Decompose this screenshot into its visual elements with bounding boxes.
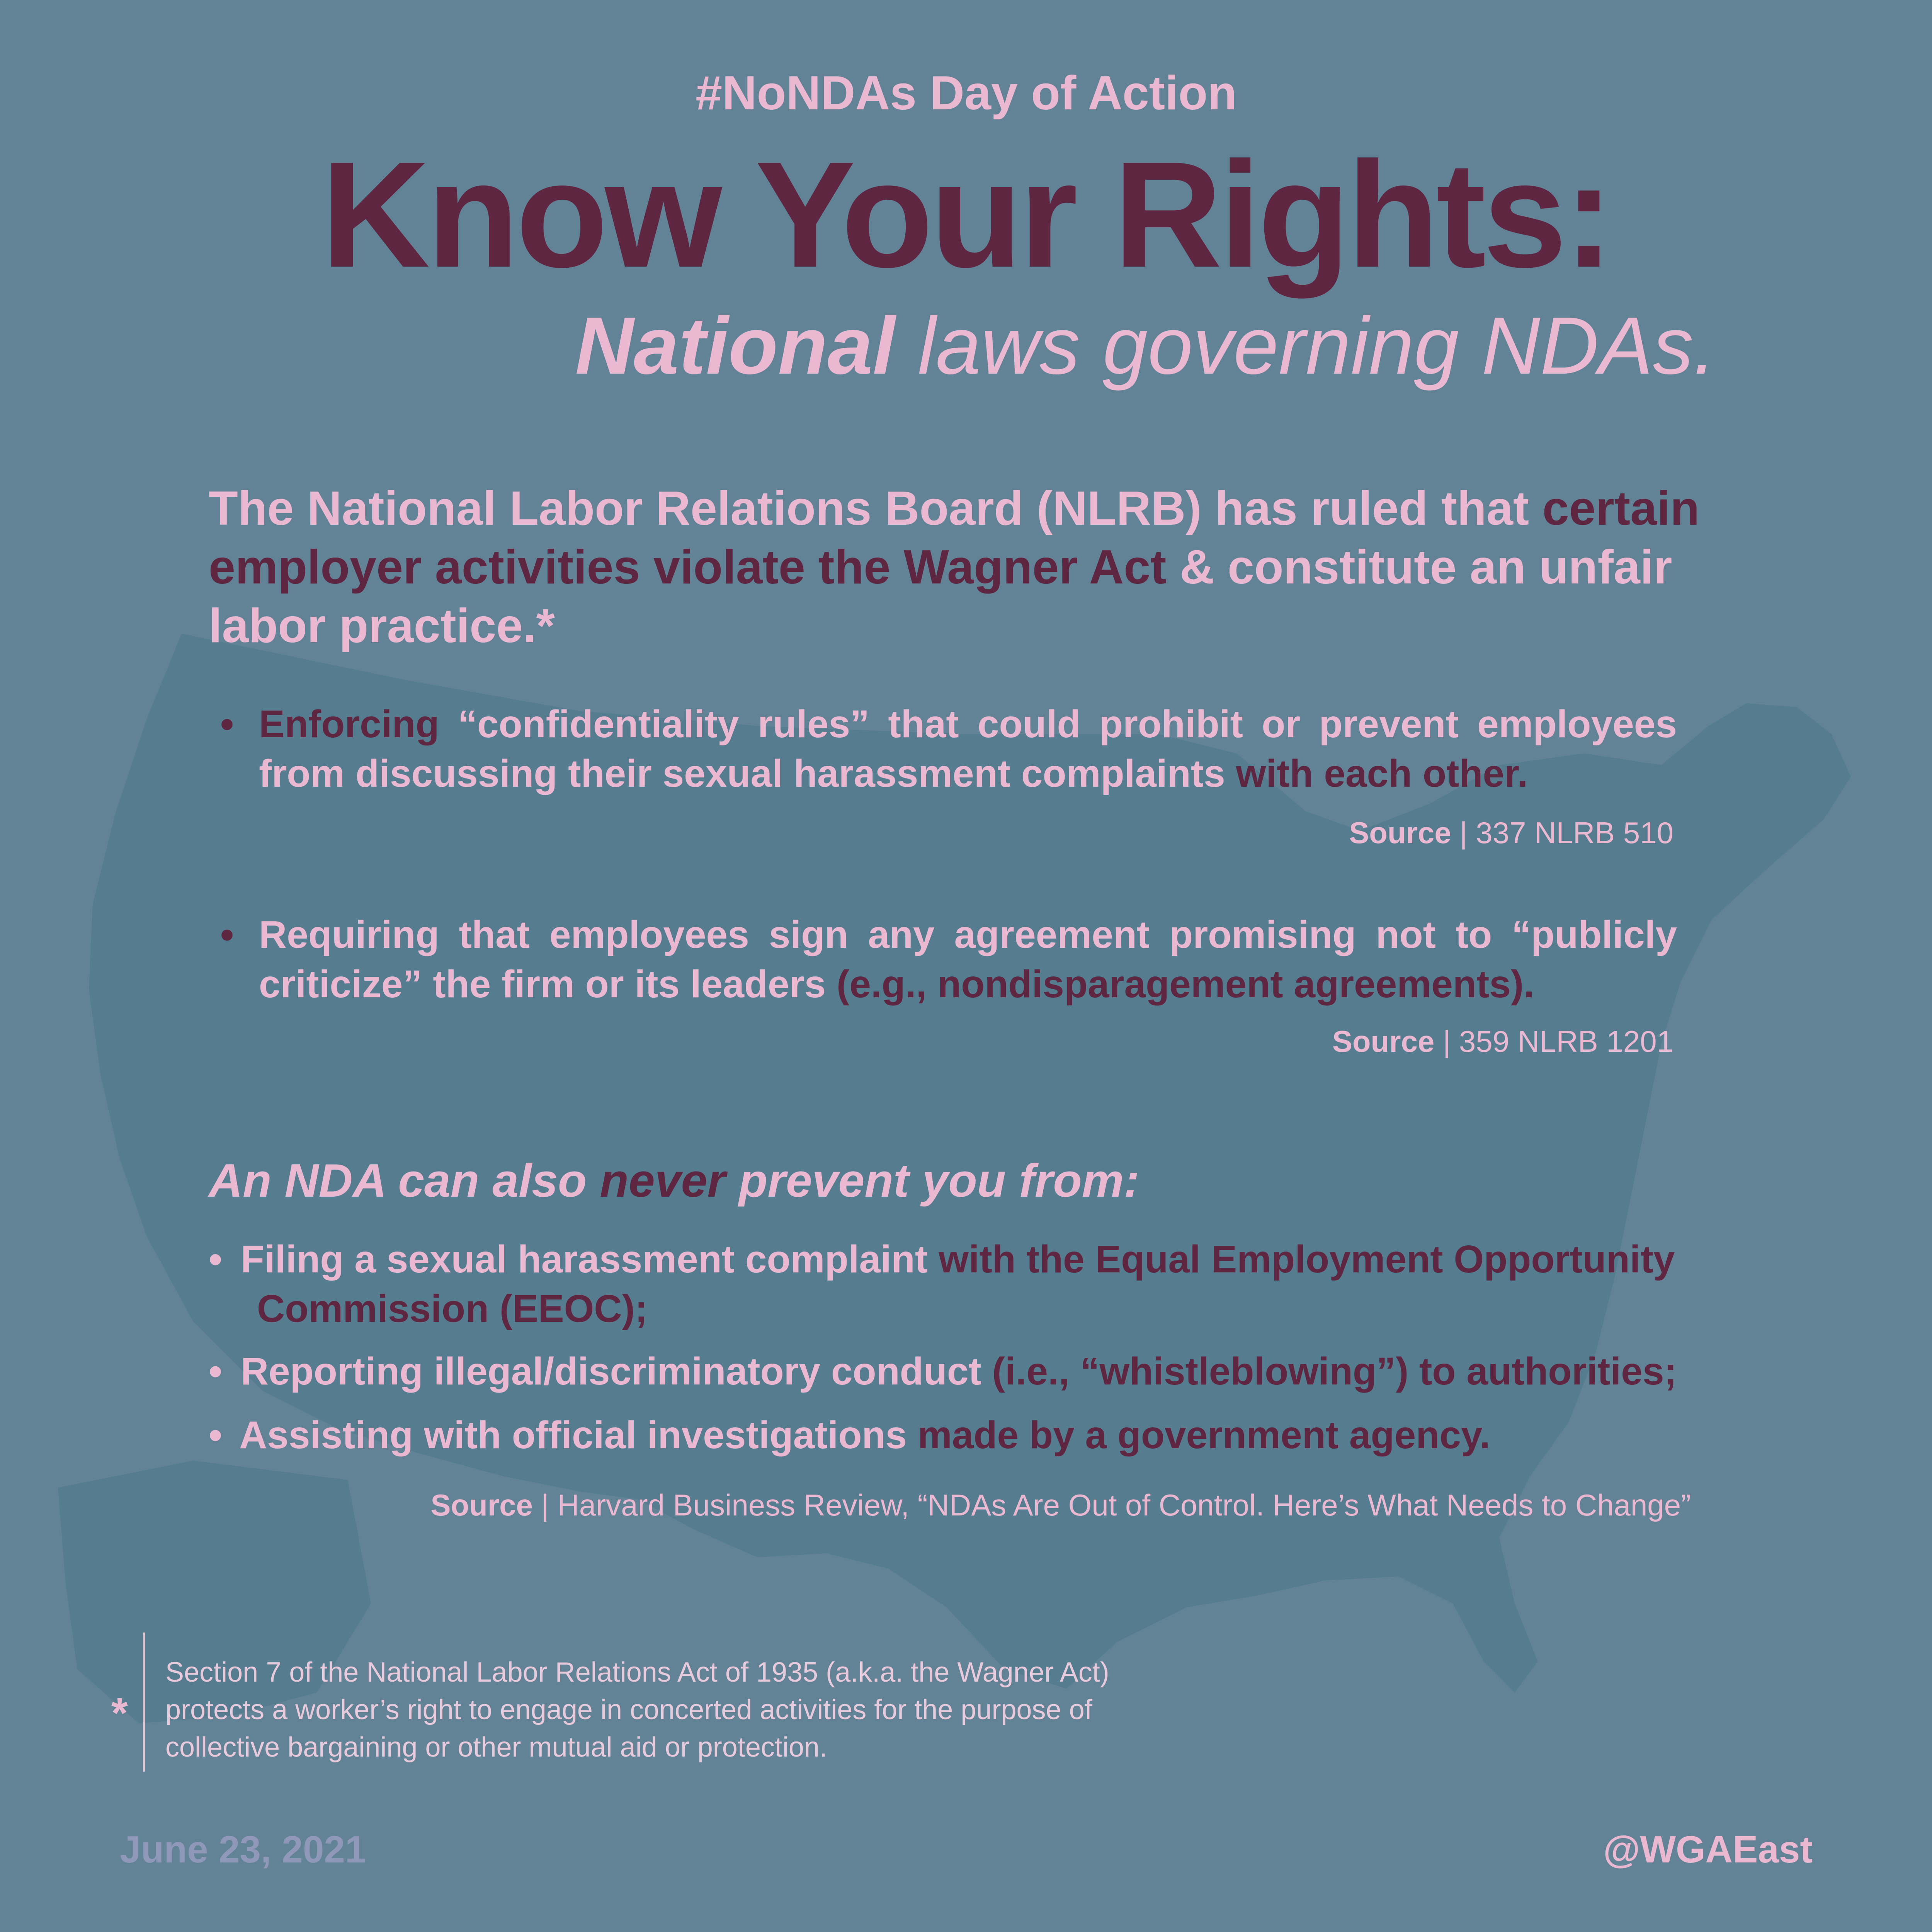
nda-item-text: Commission (EEOC); — [257, 1287, 648, 1330]
bullet-icon: • — [220, 913, 234, 956]
ruling-text-segment: (e.g., nondisparagement agreements). — [836, 963, 1534, 1006]
nda-item-2 — [209, 1347, 1716, 1396]
nda-item-text: with the Equal Employment Opportunity — [938, 1238, 1675, 1281]
ruling-text — [259, 910, 1677, 1009]
ruling-item-1 — [220, 699, 1677, 798]
ruling-text-segment: “confidentiality rules” that could — [457, 702, 1081, 746]
ruling-text-segment: Requiring that employees sign any agreement promising not to “publicly criticize” the firm or its leaders — [259, 913, 1677, 1006]
intro-part-3: & — [1179, 541, 1214, 594]
intro-part-2: certain employer activities violate the Wagner Act — [209, 482, 1700, 594]
ruling-source-1 — [1349, 815, 1673, 850]
nda-item-text: Reporting illegal/discriminatory conduct — [240, 1350, 981, 1393]
source-value: | Harvard Business Review, “NDAs Are Out of Control. Here’s What Needs to Change” — [541, 1488, 1691, 1522]
social-handle: @WGAEast — [1603, 1828, 1813, 1871]
ruling-text-segment: with each other. — [1236, 752, 1528, 795]
intro-part-4: constitute an unfair labor practice.* — [209, 541, 1672, 653]
source-value: | 359 NLRB 1201 — [1443, 1024, 1673, 1058]
bullet-icon: • — [220, 702, 234, 746]
page-subtitle — [575, 300, 1716, 391]
subtitle-strong: National — [575, 300, 895, 391]
nda-item-text: Filing a sexual harassment complaint — [240, 1238, 928, 1281]
source-value: | 337 NLRB 510 — [1459, 816, 1673, 850]
publish-date: June 23, 2021 — [120, 1828, 366, 1871]
source-label: Source — [1349, 816, 1451, 850]
footnote-line: Section 7 of the National Labor Relations Act of 1935 (a.k.a. the Wagner Act) — [165, 1657, 1109, 1688]
intro-statement — [209, 479, 1716, 655]
event-tag: #NoNDAs Day of Action — [696, 66, 1237, 120]
heading-part-1: An NDA can also — [209, 1154, 587, 1207]
nda-item-text: (i.e., “whistleblowing”) to authorities; — [992, 1350, 1677, 1393]
source-label: Source — [430, 1488, 533, 1522]
footnote-line: collective bargaining or other mutual aid or protection. — [165, 1732, 827, 1763]
bullet-icon: • — [209, 1413, 223, 1457]
ruling-source-2 — [1332, 1024, 1673, 1059]
ruling-text-segment: Enforcing — [259, 702, 439, 746]
footnote — [165, 1654, 1325, 1766]
nda-item-1 — [209, 1235, 1716, 1284]
nda-item-3 — [209, 1410, 1716, 1460]
source-label: Source — [1332, 1024, 1435, 1058]
bullet-icon: • — [209, 1238, 223, 1281]
ruling-item-2 — [220, 910, 1677, 1009]
subtitle-light: laws governing NDAs. — [918, 300, 1716, 391]
nda-section-heading — [209, 1153, 1139, 1208]
nda-section-source — [431, 1488, 1691, 1523]
page-title: Know Your Rights: — [321, 130, 1611, 299]
heading-part-3: prevent you from: — [738, 1154, 1139, 1207]
nda-item-1-continued — [257, 1284, 1764, 1333]
ruling-text-segment: prohibit or prevent employees from discussing their sexual harassment complaints — [259, 702, 1677, 795]
bullet-icon: • — [209, 1350, 223, 1393]
footnote-divider — [143, 1633, 145, 1772]
intro-part-1: The National Labor Relations Board (NLRB) has ruled that — [209, 482, 1529, 535]
asterisk-icon: * — [111, 1689, 128, 1737]
nda-item-text: Assisting with official investigations — [239, 1413, 907, 1457]
heading-part-2: never — [600, 1154, 726, 1207]
ruling-text — [259, 699, 1677, 798]
footnote-line: protects a worker’s right to engage in concerted activities for the purpose of — [165, 1694, 1092, 1725]
nda-item-text: made by a government agency. — [917, 1413, 1490, 1457]
